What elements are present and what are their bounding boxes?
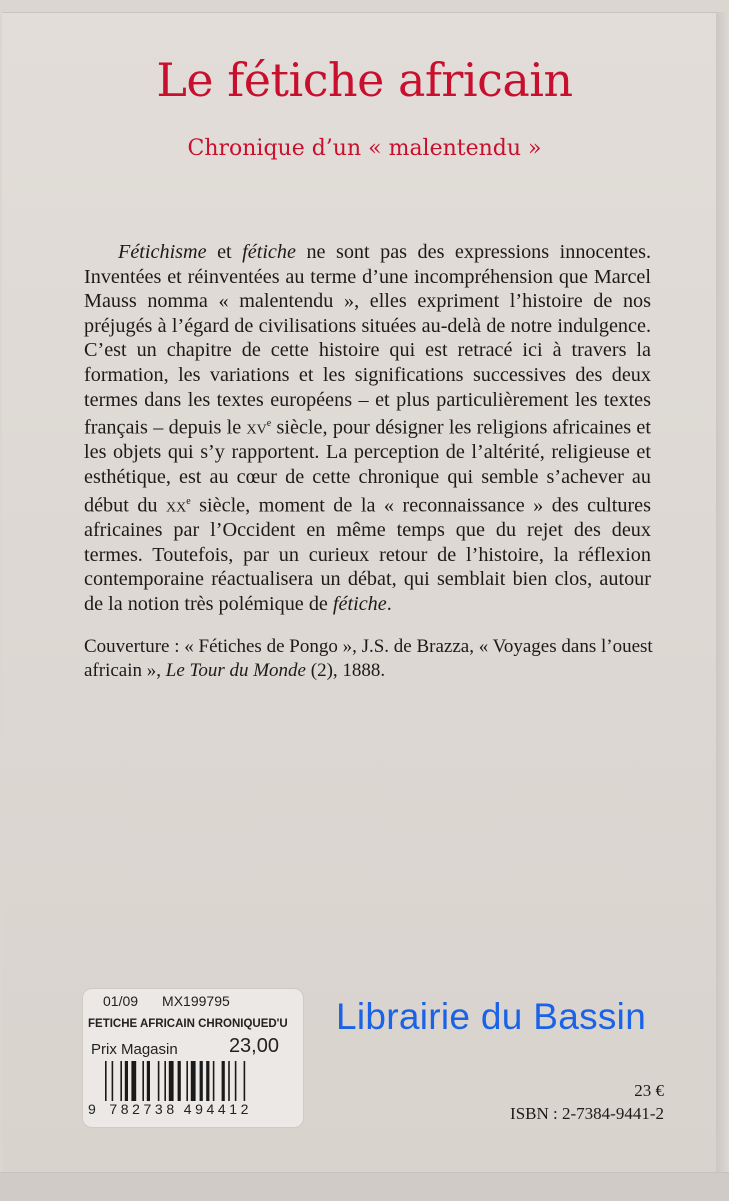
sticker-price: 23,00 <box>228 1035 279 1057</box>
sticker-date: 01/09 <box>103 993 139 1009</box>
barcode-bar <box>191 1061 196 1103</box>
barcode-bar <box>131 1061 136 1103</box>
credit-text: Couverture : « Fétiches de Pongo », J.S. de Brazza, « Voyages dans l’ouest africain », <box>84 636 653 681</box>
sticker-price-label: Prix Magasin <box>91 1041 178 1058</box>
italic-term: fétiche <box>332 592 387 615</box>
barcode-bar <box>164 1061 166 1103</box>
barcode-group-2: 494412 <box>183 1101 253 1117</box>
sticker-item-title: FETICHE AFRICAIN CHRONIQUED'U <box>88 1018 288 1030</box>
barcode-bar <box>200 1061 203 1103</box>
barcode-bar <box>235 1061 237 1103</box>
cover-credit <box>84 635 684 683</box>
blurb-paragraph <box>84 240 651 616</box>
credit-paragraph <box>84 635 684 683</box>
barcode-bar <box>147 1061 150 1103</box>
sticker-codes <box>103 993 230 1009</box>
century-numeral: xv <box>246 416 267 439</box>
century-numeral: xx <box>166 494 187 517</box>
barcode-bar <box>206 1061 209 1103</box>
blurb-text-span: ne sont pas des expressions innocentes. Inventées et réinventées au terme d’une incompréhension que Marcel Mauss nomma « malentendu », elles expriment l’histoire de nos préjugés à l’égard de civilisations situées au-delà de notre indulgence. C’est un chapitre de cette histoire qui est retracé ici à travers la formation, les variations et les significations successives des deux termes dans les textes européens – et plus particulièrement les textes français – depuis le <box>84 241 651 439</box>
italic-term: Fétichisme <box>118 241 207 263</box>
cover-edge <box>716 12 729 1172</box>
retail-price: 23 € <box>634 1081 664 1100</box>
blurb-text-span: . <box>386 592 392 615</box>
book-subtitle: Chronique d’un « malentendu » <box>187 136 542 161</box>
credit-publication: Le Tour du Monde <box>165 660 306 681</box>
barcode-lead-digit: 9 <box>88 1101 100 1117</box>
blurb-text-span: et <box>206 241 243 263</box>
barcode-bar <box>213 1061 215 1103</box>
credit-text: (2), 1888. <box>306 660 386 681</box>
barcode-bar <box>125 1061 128 1103</box>
barcode-bar <box>142 1061 144 1103</box>
store-watermark: Librairie du Bassin <box>336 996 647 1037</box>
superscript: e <box>266 418 272 430</box>
blurb-text-span: siècle, moment de la « reconnaissance » des cultures africaines par l’Occident en même temps que du rejet des deux termes. Toutefois, par un curieux retour de l’histoire, la réflexion contemporaine réactualisera un débat, qui semblait bien clos, autour de la notion très polémique de <box>84 494 652 615</box>
blurb-text-span: siècle, pour désigner les religions africaines et les objets qui s’y rapportent. La perception de l’altérité, religieuse et esthétique, est au cœur de cette chronique qui semble s’achever au début du <box>84 416 651 517</box>
barcode-digits <box>88 1101 252 1117</box>
sticker-sku: MX199795 <box>162 993 230 1009</box>
background-surface <box>0 1172 729 1201</box>
barcode-bar <box>186 1061 188 1103</box>
isbn: ISBN : 2-7384-9441-2 <box>510 1104 664 1123</box>
barcode-bar <box>169 1061 174 1103</box>
superscript: e <box>186 495 191 507</box>
barcode-bar <box>120 1061 122 1103</box>
italic-term: fétiche <box>242 241 296 263</box>
barcode-bar <box>158 1061 160 1103</box>
barcode-group-1: 782738 <box>109 1101 178 1117</box>
blurb-text <box>84 240 651 616</box>
book-title: Le fétiche africain <box>156 53 573 107</box>
barcode-bar <box>222 1061 225 1103</box>
price-sticker <box>82 988 304 1128</box>
barcode-bar <box>228 1061 230 1103</box>
